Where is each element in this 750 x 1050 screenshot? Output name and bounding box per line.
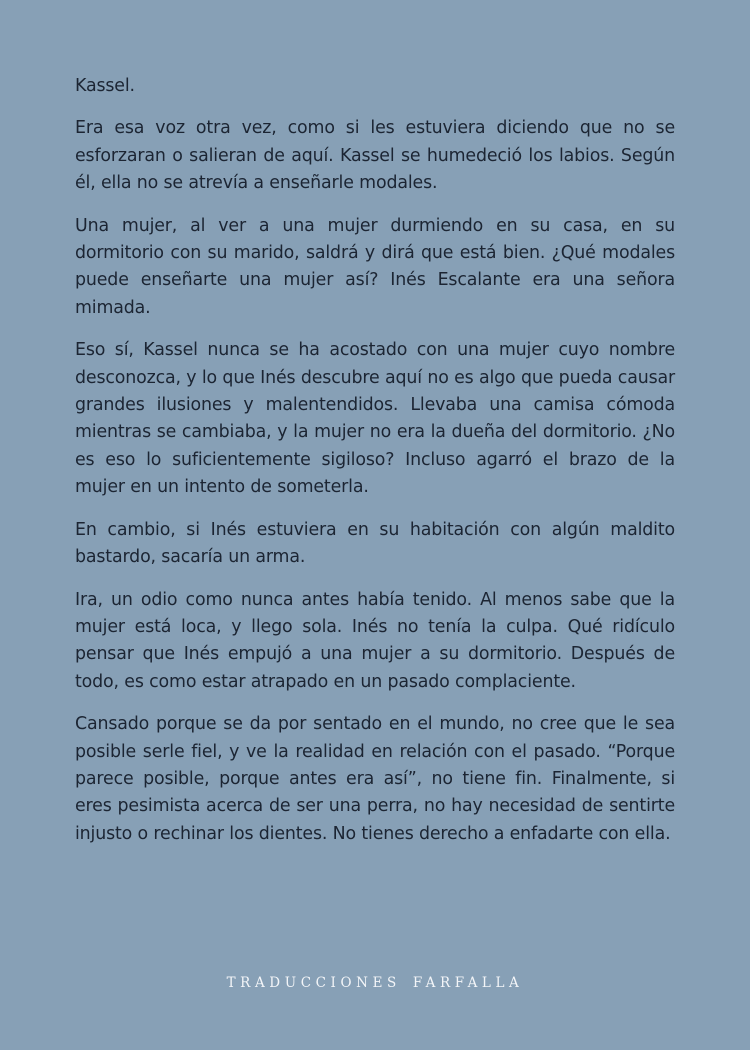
paragraph-3: Una mujer, al ver a una mujer durmiendo en su casa, en su dormitorio con su marido, saldrá y dirá que está bien. ¿Qué modales puede enseñarte una mujer así? Inés Escalante era una señora mimada.: [75, 215, 675, 318]
footer-word-1: TRADUCCIONES: [226, 975, 401, 991]
footer-word-2: FARFALLA: [412, 975, 524, 991]
paragraph-5: En cambio, si Inés estuviera en su habitación con algún maldito bastardo, sacaría un arma.: [75, 519, 675, 568]
paragraph-4: Eso sí, Kassel nunca se ha acostado con una mujer cuyo nombre desconozca, y lo que Inés descubre aquí no es algo que pueda causar grandes ilusiones y malentendidos. Llevaba una camisa cómoda mientras se cambiaba, y la mujer no era la dueña del dormitorio. ¿No es eso lo suficientemente sigiloso? Incluso agarró el brazo de la mujer en un intento de someterla.: [75, 340, 675, 498]
paragraph-2: Era esa voz otra vez, como si les estuviera diciendo que no se esforzaran o salieran de aquí. Kassel se humedeció los labios. Según él, ella no se atrevía a enseñarle modales.: [75, 118, 675, 194]
paragraph-6: Ira, un odio como nunca antes había tenido. Al menos sabe que la mujer está loca, y llego sola. Inés no tenía la culpa. Qué ridículo pensar que Inés empujó a una mujer a su dormitorio. Después de todo, es como estar atrapado en un pasado complaciente.: [75, 589, 675, 692]
paragraph-1: Kassel.: [75, 76, 135, 96]
page-body: [75, 73, 675, 863]
footer-credit: [0, 975, 750, 991]
paragraph-7: Cansado porque se da por sentado en el mundo, no cree que le sea posible serle fiel, y ve la realidad en relación con el pasado. “Porque parece posible, porque antes era así”, no tiene fin. Finalmente, si eres pesimista acerca de ser una perra, no hay necesidad de sentirte injusto o rechinar los dientes. No tienes derecho a enfadarte con ella.: [75, 714, 675, 844]
